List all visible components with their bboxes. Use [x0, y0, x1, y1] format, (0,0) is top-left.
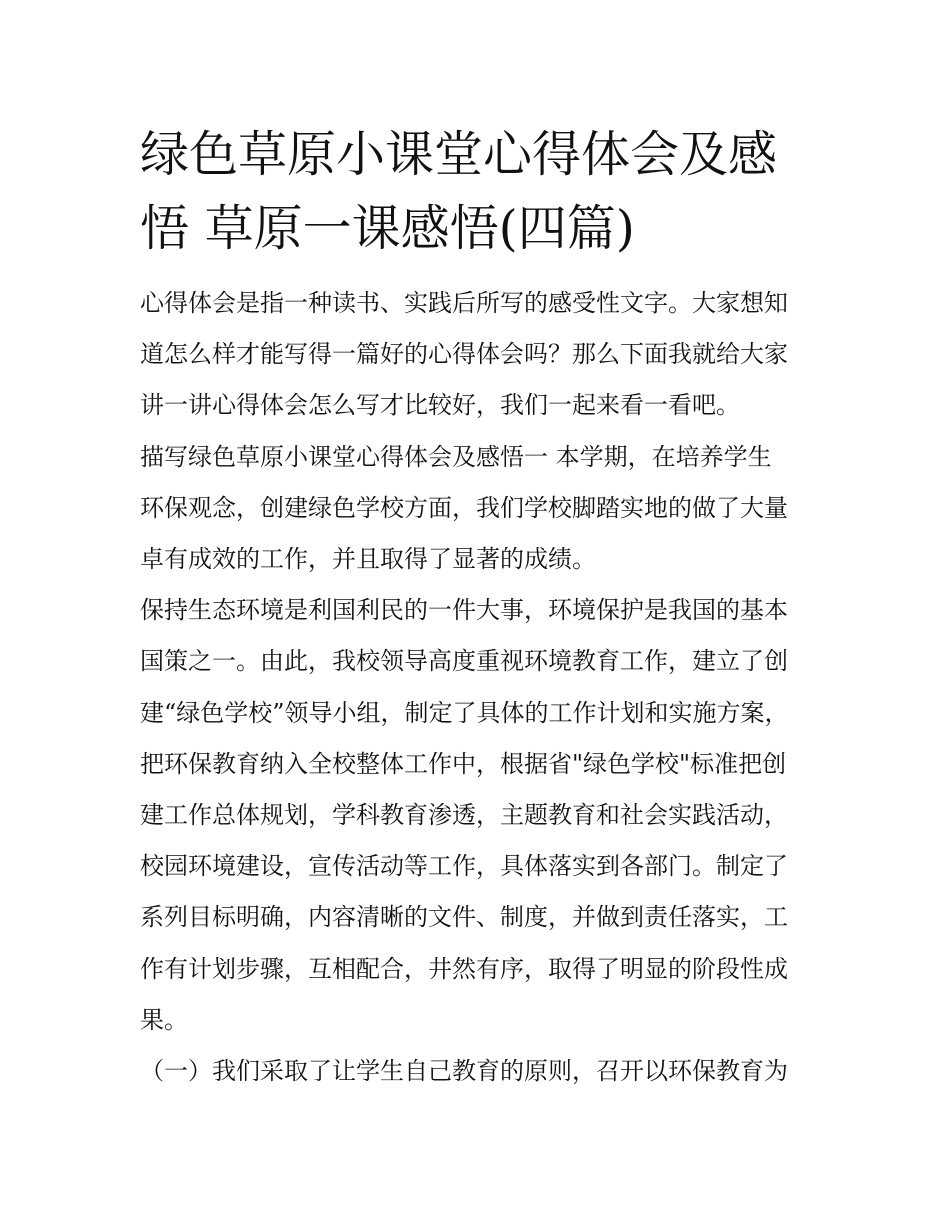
document-title	[140, 118, 812, 266]
text-line: 道怎么样才能写得一篇好的心得体会吗？那么下面我就给大家	[140, 340, 788, 369]
text-line: 讲一讲心得体会怎么写才比较好，我们一起来看一看吧。	[140, 391, 740, 420]
text-line: 系列目标明确，内容清晰的文件、制度，并做到责任落实，工	[140, 903, 788, 932]
text-line: 建“绿色学校”领导小组，制定了具体的工作计划和实施方案，	[140, 698, 789, 727]
text-line: 校园环境建设，宣传活动等工作，具体落实到各部门。制定了	[140, 852, 788, 881]
text-line: 建工作总体规划，学科教育渗透，主题教育和社会实践活动，	[140, 801, 788, 830]
paragraph-section-one	[140, 432, 812, 586]
text-line: （一）我们采取了让学生自己教育的原则，召开以环保教育为	[140, 1057, 788, 1086]
text-line: 卓有成效的工作，并且取得了显著的成绩。	[140, 545, 596, 574]
paragraph-item-one	[140, 1046, 812, 1097]
title-line: 悟 草原一课感悟(四篇)	[140, 200, 635, 257]
text-line: 把环保教育纳入全校整体工作中，根据省"绿色学校"标准把创	[140, 749, 787, 778]
text-line: 环保观念，创建绿色学校方面，我们学校脚踏实地的做了大量	[140, 493, 788, 522]
title-line: 绿色草原小课堂心得体会及感	[140, 126, 778, 183]
text-line: 保持生态环境是利国利民的一件大事，环境保护是我国的基本	[140, 596, 788, 625]
paragraph-environment	[140, 585, 812, 1046]
text-line: 国策之一。由此，我校领导高度重视环境教育工作，建立了创	[140, 647, 788, 676]
text-line: 果。	[140, 1005, 188, 1034]
paragraph-intro	[140, 278, 812, 432]
text-line: 作有计划步骤，互相配合，井然有序，取得了明显的阶段性成	[140, 954, 788, 983]
text-line: 描写绿色草原小课堂心得体会及感悟一 本学期，在培养学生	[140, 442, 772, 471]
text-line: 心得体会是指一种读书、实践后所写的感受性文字。大家想知	[140, 289, 788, 317]
document-content	[140, 118, 812, 1097]
